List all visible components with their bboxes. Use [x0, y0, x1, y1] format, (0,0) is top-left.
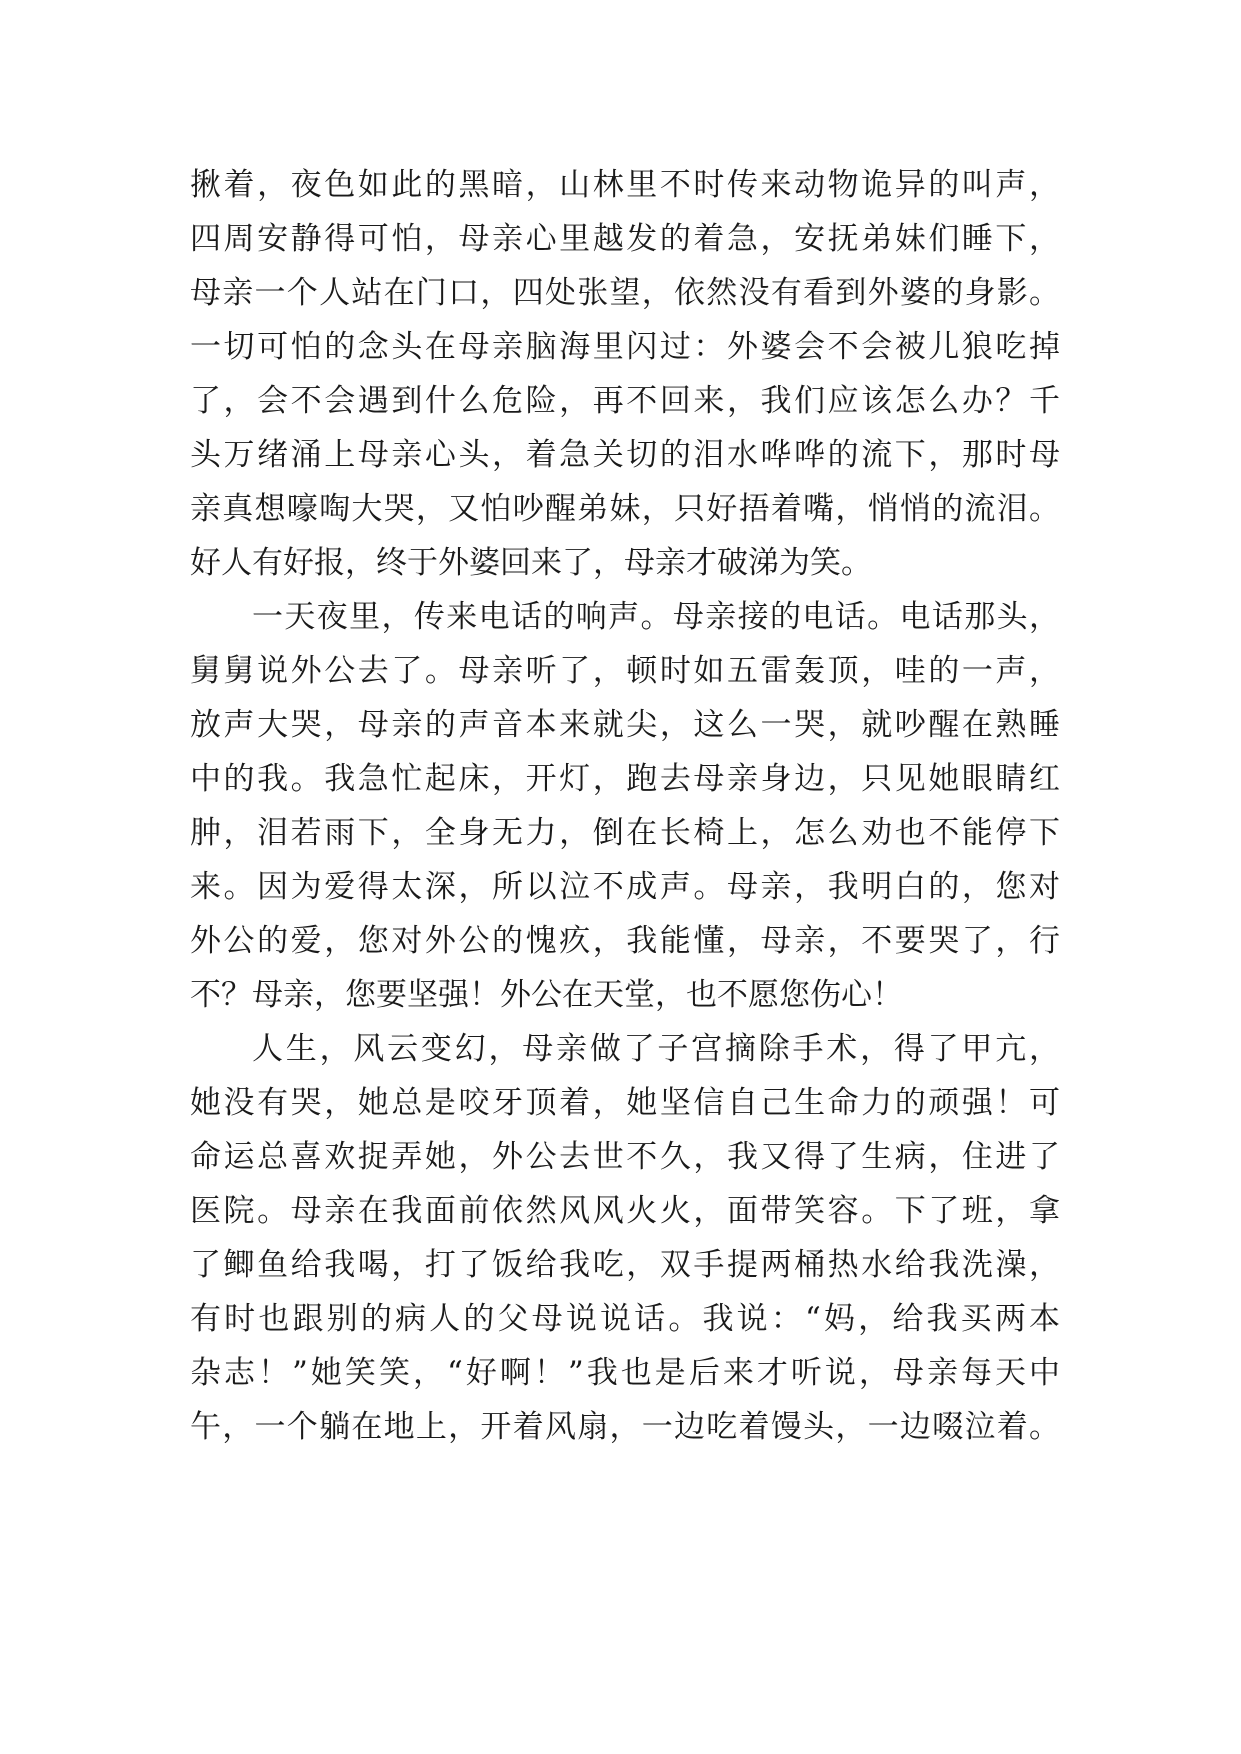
body-text	[190, 158, 1060, 1454]
text-line: 医院。母亲在我面前依然风风火火，面带笑容。下了班，拿	[190, 1193, 1060, 1229]
text-line: 母亲一个人站在门口，四处张望，依然没有看到外婆的身影。	[190, 275, 1060, 311]
text-line: 命运总喜欢捉弄她，外公去世不久，我又得了生病，住进了	[190, 1139, 1060, 1175]
text-line: 揪着，夜色如此的黑暗，山林里不时传来动物诡异的叫声，	[190, 167, 1060, 203]
text-line: 舅舅说外公去了。母亲听了，顿时如五雷轰顶，哇的一声，	[190, 653, 1060, 689]
text-line: 四周安静得可怕，母亲心里越发的着急，安抚弟妹们睡下，	[190, 221, 1060, 257]
text-line: 她没有哭，她总是咬牙顶着，她坚信自己生命力的顽强！可	[190, 1085, 1060, 1121]
text-line: 放声大哭，母亲的声音本来就尖，这么一哭，就吵醒在熟睡	[190, 707, 1060, 743]
text-line: 有时也跟别的病人的父母说说话。我说：“妈，给我买两本	[190, 1301, 1060, 1337]
paragraph-3	[190, 1022, 1060, 1454]
text-line: 来。因为爱得太深，所以泣不成声。母亲，我明白的，您对	[190, 869, 1060, 905]
text-line: 了，会不会遇到什么危险，再不回来，我们应该怎么办？千	[190, 383, 1060, 419]
text-line: 肿，泪若雨下，全身无力，倒在长椅上，怎么劝也不能停下	[190, 815, 1060, 851]
text-line: 了鲫鱼给我喝，打了饭给我吃，双手提两桶热水给我洗澡，	[190, 1247, 1060, 1283]
text-line: 外公的爱，您对外公的愧疚，我能懂，母亲，不要哭了，行	[190, 923, 1060, 959]
text-line: 杂志！”她笑笑，“好啊！”我也是后来才听说，母亲每天中	[190, 1355, 1060, 1391]
text-line: 不？母亲，您要坚强！外公在天堂，也不愿您伤心！	[190, 977, 903, 1013]
text-line: 一天夜里，传来电话的响声。母亲接的电话。电话那头，	[252, 599, 1060, 635]
text-line: 好人有好报，终于外婆回来了，母亲才破涕为笑。	[190, 545, 872, 581]
text-line: 头万绪涌上母亲心头，着急关切的泪水哗哗的流下，那时母	[190, 437, 1060, 473]
text-line: 午，一个躺在地上，开着风扇，一边吃着馒头，一边啜泣着。	[190, 1409, 1060, 1445]
text-line: 人生，风云变幻，母亲做了子宫摘除手术，得了甲亢，	[252, 1031, 1060, 1067]
text-line: 中的我。我急忙起床，开灯，跑去母亲身边，只见她眼睛红	[190, 761, 1060, 797]
text-line: 一切可怕的念头在母亲脑海里闪过：外婆会不会被儿狼吃掉	[190, 329, 1060, 365]
text-line: 亲真想嚎啕大哭，又怕吵醒弟妹，只好捂着嘴，悄悄的流泪。	[190, 491, 1060, 527]
paragraph-2	[190, 590, 1060, 1022]
paragraph-1	[190, 158, 1060, 590]
